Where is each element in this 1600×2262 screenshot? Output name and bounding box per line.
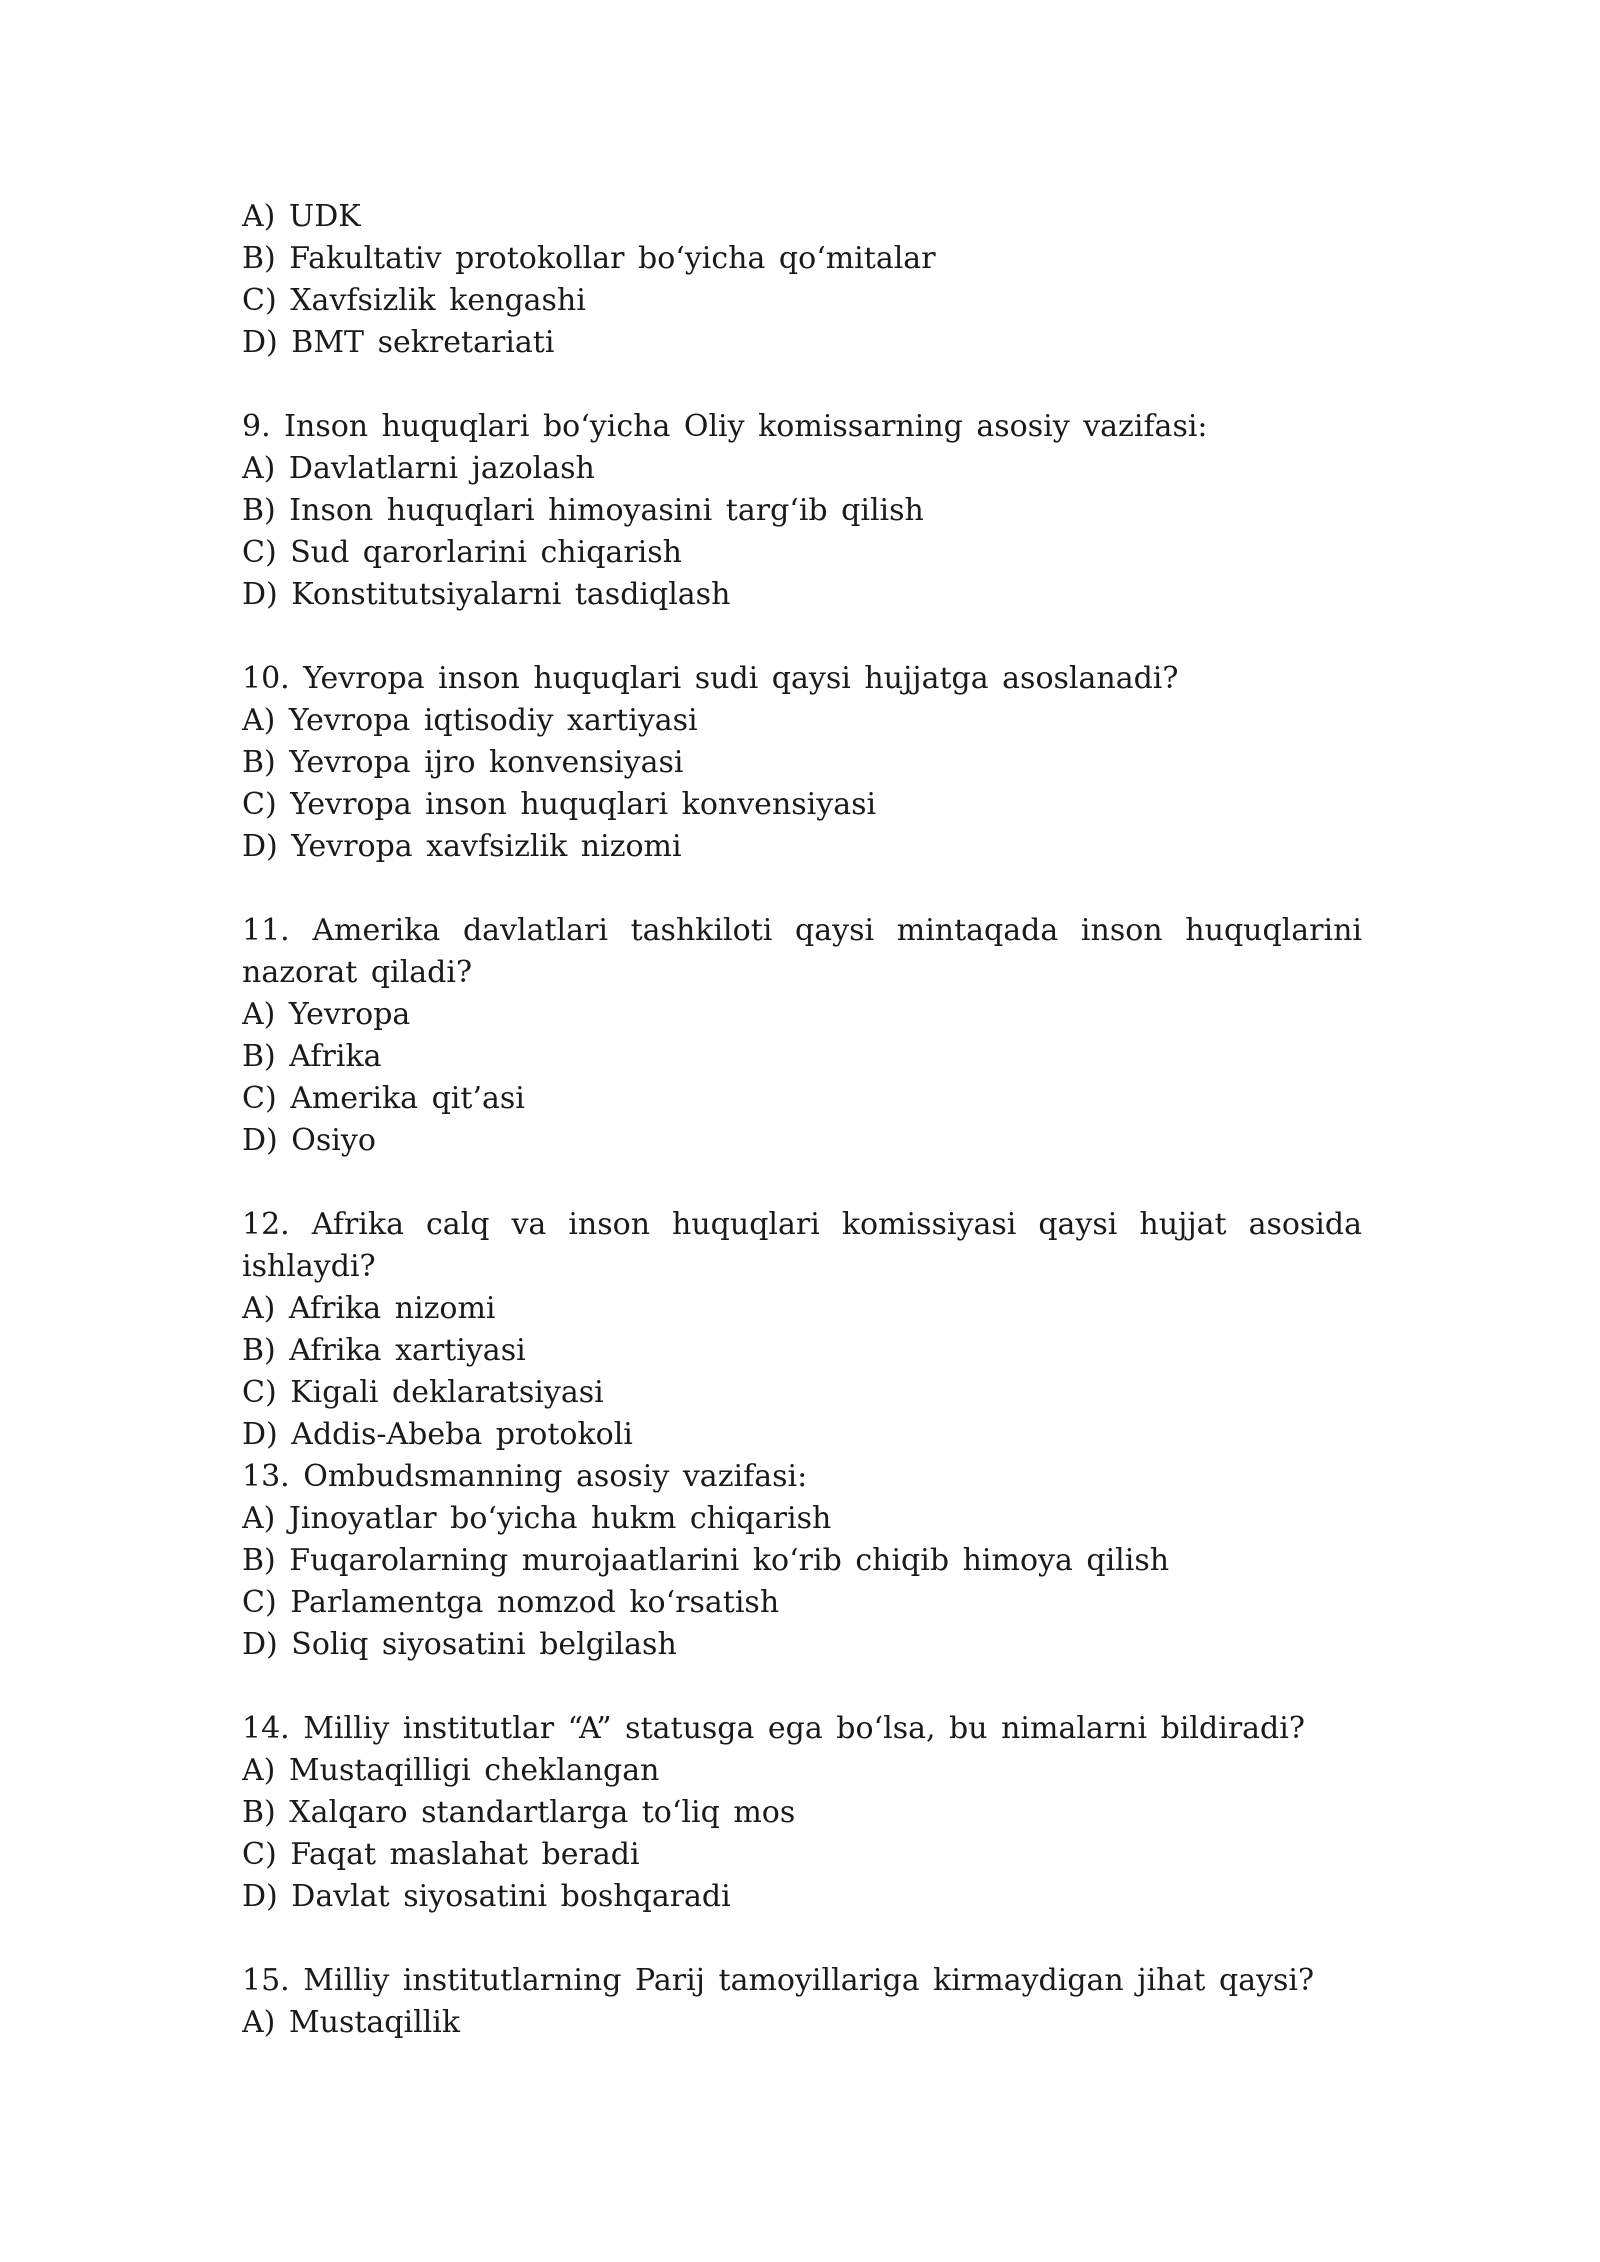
question-text-line-2: nazorat qiladi? xyxy=(242,955,473,990)
option-a: A) Yevropa iqtisodiy xartiyasi xyxy=(242,703,698,738)
option-c: C) Amerika qit’asi xyxy=(242,1081,525,1116)
question-text-line-1: 11. Amerika davlatlari tashkiloti qaysi mintaqada inson huquqlarini xyxy=(242,913,1362,948)
option-d: D) Yevropa xavfsizlik nizomi xyxy=(242,829,682,864)
spacer xyxy=(242,868,1362,910)
question-12 xyxy=(242,1204,1362,1456)
option-b: B) Afrika xyxy=(242,1039,382,1074)
option-d: D) Addis-Abeba protokoli xyxy=(242,1417,633,1452)
question-8-options xyxy=(242,196,1362,364)
option-a: A) Mustaqillik xyxy=(242,2005,461,2040)
question-10 xyxy=(242,658,1362,868)
spacer xyxy=(242,1666,1362,1708)
question-13 xyxy=(242,1456,1362,1666)
question-text: 10. Yevropa inson huquqlari sudi qaysi hujjatga asoslanadi? xyxy=(242,661,1179,696)
question-text: 14. Milliy institutlar “A” statusga ega bo‘lsa, bu nimalarni bildiradi? xyxy=(242,1711,1305,1746)
option-a: A) Jinoyatlar bo‘yicha hukm chiqarish xyxy=(242,1501,832,1536)
option-c: C) Yevropa inson huquqlari konvensiyasi xyxy=(242,787,877,822)
spacer xyxy=(242,1162,1362,1204)
option-a: A) Mustaqilligi cheklangan xyxy=(242,1753,660,1788)
option-c: C) Xavfsizlik kengashi xyxy=(242,283,586,318)
question-9 xyxy=(242,406,1362,616)
option-b: B) Xalqaro standartlarga to‘liq mos xyxy=(242,1795,796,1830)
option-a: A) Davlatlarni jazolash xyxy=(242,451,595,486)
option-a: A) Yevropa xyxy=(242,997,411,1032)
option-b: B) Inson huquqlari himoyasini targ‘ib qilish xyxy=(242,493,924,528)
option-c: C) Faqat maslahat beradi xyxy=(242,1837,640,1872)
option-d: D) Konstitutsiyalarni tasdiqlash xyxy=(242,577,731,612)
option-a: A) Afrika nizomi xyxy=(242,1291,496,1326)
question-text: 9. Inson huquqlari bo‘yicha Oliy komissarning asosiy vazifasi: xyxy=(242,409,1208,444)
option-d: D) Davlat siyosatini boshqaradi xyxy=(242,1879,731,1914)
spacer xyxy=(242,364,1362,406)
question-14 xyxy=(242,1708,1362,1918)
question-11 xyxy=(242,910,1362,1162)
question-15 xyxy=(242,1960,1362,2044)
spacer xyxy=(242,616,1362,658)
question-text: 13. Ombudsmanning asosiy vazifasi: xyxy=(242,1459,808,1494)
question-text: 15. Milliy institutlarning Parij tamoyillariga kirmaydigan jihat qaysi? xyxy=(242,1963,1315,1998)
option-b: B) Fakultativ protokollar bo‘yicha qo‘mitalar xyxy=(242,241,936,276)
question-text-line-1: 12. Afrika calq va inson huquqlari komissiyasi qaysi hujjat asosida xyxy=(242,1207,1362,1242)
option-b: B) Fuqarolarning murojaatlarini ko‘rib chiqib himoya qilish xyxy=(242,1543,1170,1578)
option-c: C) Kigali deklaratsiyasi xyxy=(242,1375,604,1410)
document-page xyxy=(242,196,1362,2044)
option-c: C) Sud qarorlarini chiqarish xyxy=(242,535,682,570)
option-d: D) Soliq siyosatini belgilash xyxy=(242,1627,677,1662)
option-b: B) Afrika xartiyasi xyxy=(242,1333,526,1368)
option-b: B) Yevropa ijro konvensiyasi xyxy=(242,745,684,780)
question-text-line-2: ishlaydi? xyxy=(242,1249,376,1284)
spacer xyxy=(242,1918,1362,1960)
option-a: A) UDK xyxy=(242,199,361,234)
option-d: D) BMT sekretariati xyxy=(242,325,555,360)
option-c: C) Parlamentga nomzod ko‘rsatish xyxy=(242,1585,780,1620)
option-d: D) Osiyo xyxy=(242,1123,376,1158)
